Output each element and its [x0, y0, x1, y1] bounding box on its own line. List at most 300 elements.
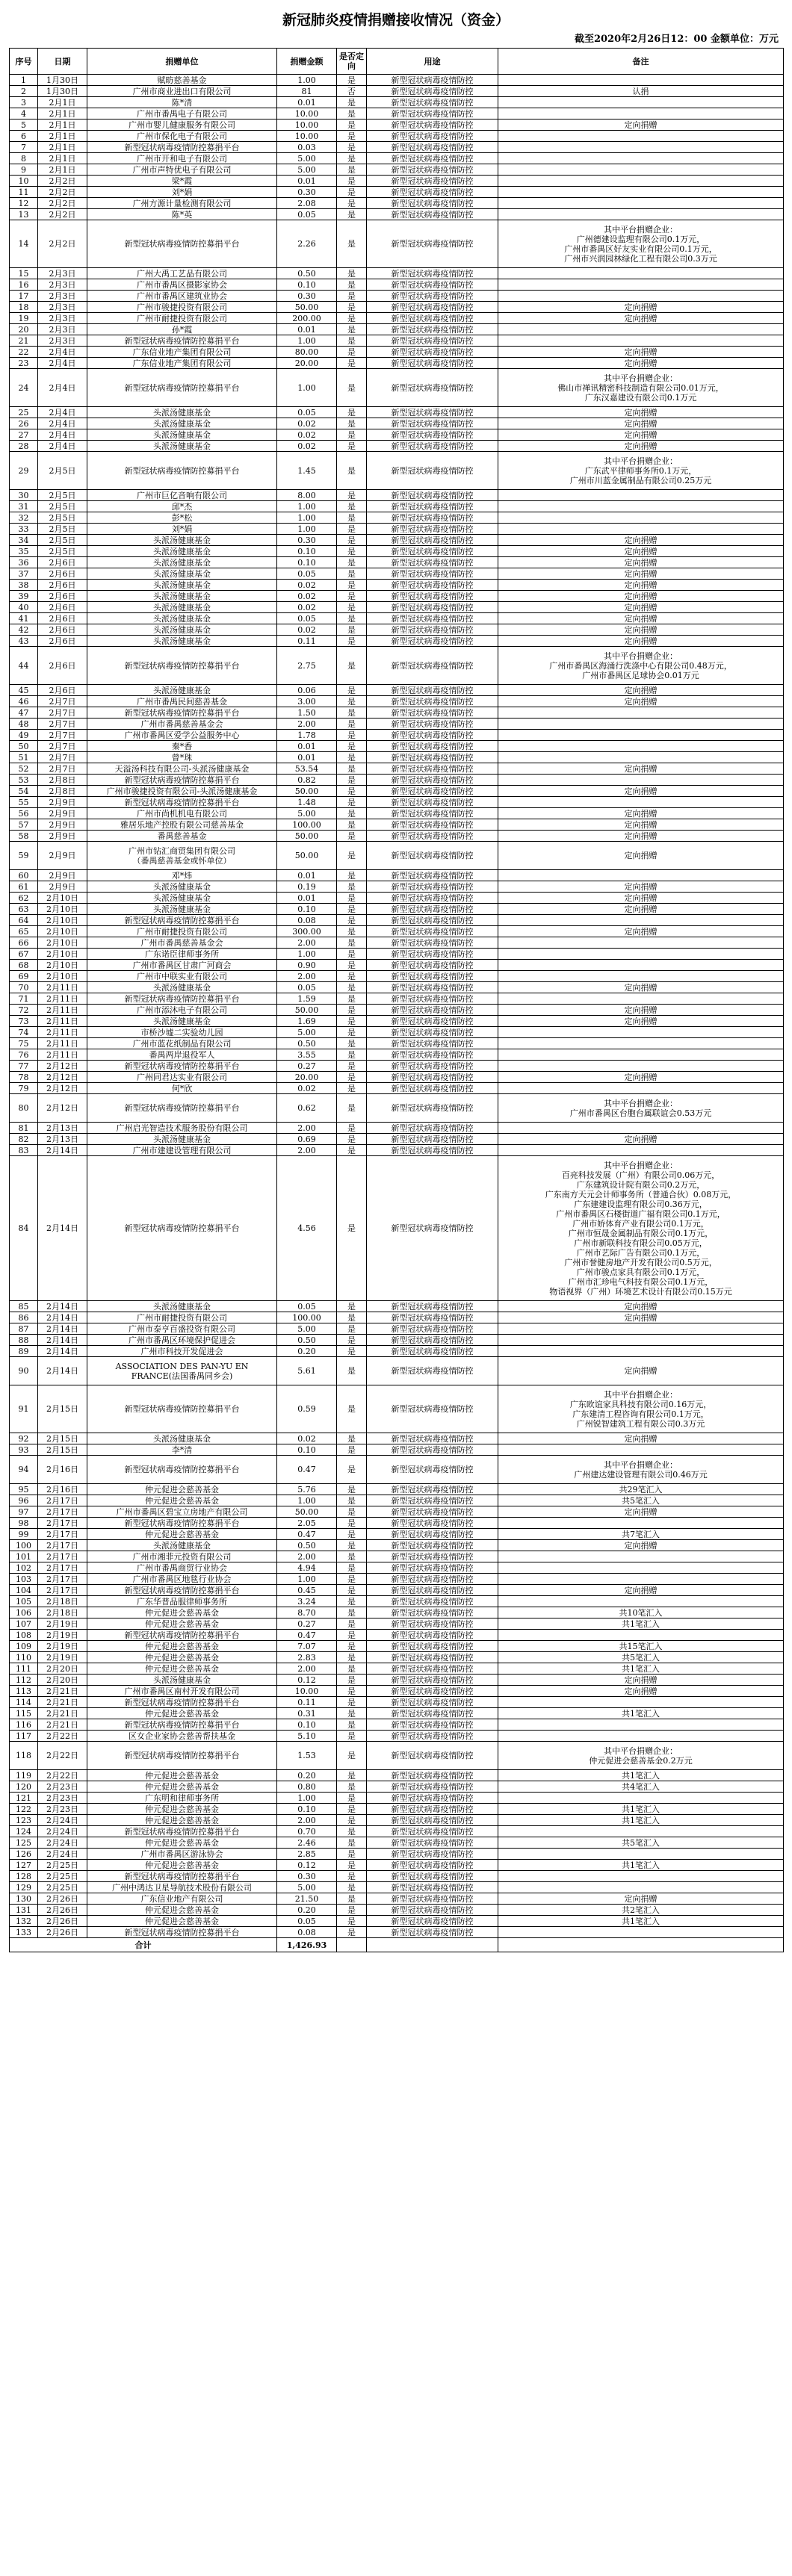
cell-amount: 0.01: [277, 893, 337, 904]
cell-index: 6: [10, 131, 38, 142]
cell-directed: 是: [337, 1027, 367, 1038]
cell-note: [498, 335, 784, 347]
cell-amount: 0.02: [277, 441, 337, 452]
cell-note: 共1笔汇入: [498, 1618, 784, 1630]
cell-index: 119: [10, 1770, 38, 1781]
cell-directed: 是: [337, 1731, 367, 1742]
cell-amount: 10.00: [277, 131, 337, 142]
cell-purpose: 新型冠状病毒疫情防控: [367, 696, 498, 707]
table-row: [10, 176, 784, 187]
cell-directed: 是: [337, 613, 367, 624]
cell-purpose: 新型冠状病毒疫情防控: [367, 982, 498, 993]
cell-date: 2月5日: [38, 535, 87, 546]
cell-directed: 是: [337, 707, 367, 719]
cell-index: 120: [10, 1781, 38, 1793]
cell-amount: 21.50: [277, 1893, 337, 1905]
table-row: [10, 1686, 784, 1697]
cell-directed: 是: [337, 268, 367, 279]
cell-date: 2月4日: [38, 429, 87, 441]
cell-donor: 头派汤健康基金: [87, 613, 277, 624]
cell-date: 2月10日: [38, 926, 87, 937]
cell-purpose: 新型冠状病毒疫情防控: [367, 1312, 498, 1323]
cell-amount: 2.00: [277, 719, 337, 730]
cell-purpose: 新型冠状病毒疫情防控: [367, 1860, 498, 1871]
cell-note: 定向捐赠: [498, 557, 784, 568]
cell-donor: 番禺两岸退役军人: [87, 1049, 277, 1061]
cell-donor: 新型冠状病毒疫情防控募捐平台: [87, 369, 277, 407]
cell-index: 56: [10, 808, 38, 819]
cell-note: [498, 937, 784, 949]
cell-donor: 新型冠状病毒疫情防控募捐平台: [87, 1719, 277, 1731]
cell-purpose: 新型冠状病毒疫情防控: [367, 97, 498, 108]
cell-amount: 1.00: [277, 1574, 337, 1585]
cell-directed: 是: [337, 1641, 367, 1652]
cell-index: 42: [10, 624, 38, 636]
cell-date: 2月19日: [38, 1630, 87, 1641]
cell-note: 定向捐赠: [498, 418, 784, 429]
cell-index: 114: [10, 1697, 38, 1708]
cell-index: 46: [10, 696, 38, 707]
cell-purpose: 新型冠状病毒疫情防控: [367, 347, 498, 358]
cell-amount: 0.50: [277, 1540, 337, 1551]
cell-donor: 仲元促进会慈善基金: [87, 1641, 277, 1652]
cell-date: 2月6日: [38, 602, 87, 613]
header-donor: 捐赠单位: [87, 49, 277, 75]
cell-index: 87: [10, 1323, 38, 1335]
cell-index: 75: [10, 1038, 38, 1049]
cell-note: [498, 1596, 784, 1607]
cell-note: [498, 1793, 784, 1804]
cell-date: 1月30日: [38, 86, 87, 97]
table-row: [10, 775, 784, 786]
cell-directed: 是: [337, 512, 367, 524]
table-row: [10, 1506, 784, 1518]
cell-amount: 100.00: [277, 1312, 337, 1323]
cell-note: [498, 324, 784, 335]
cell-donor: 仲元促进会慈善基金: [87, 1804, 277, 1815]
cell-note: 共2笔汇入: [498, 1905, 784, 1916]
cell-donor: 广州市番禺区摄影家协会: [87, 279, 277, 291]
cell-donor: 广州市耐捷投资有限公司: [87, 313, 277, 324]
cell-date: 2月26日: [38, 1905, 87, 1916]
cell-index: 113: [10, 1686, 38, 1697]
cell-index: 111: [10, 1663, 38, 1675]
cell-amount: 1.00: [277, 1793, 337, 1804]
cell-index: 51: [10, 752, 38, 763]
cell-note: 其中平台捐赠企业： 百亮科技发展（广州）有限公司0.06万元， 广东建筑设计院有限公司0.2万元， 广东南方天元会计师事务所（普通合伙）0.08万元， 广东建建设监理有限公司0.36万元， 广州市番禺区石楼街道广福有限公司0.1万元， 广州市娇体育产业有限公司0.1万元， 广州市恒晟金属制品有限公司0.1万元， 广州市新联科技有限公司0.05万元， 广州市艺际广告有限公司0.1万元， 广州市誉健房地产开发有限公司0.5万元， 广州市骏点家具有限公司0.1万元， 广州市汇珍电气科技有限公司0.1万元， 物语视界（广州）环境艺术设计有限公司0.15万元: [498, 1156, 784, 1301]
cell-index: 77: [10, 1061, 38, 1072]
cell-donor: 新型冠状病毒疫情防控募捐平台: [87, 1094, 277, 1123]
cell-amount: 2.83: [277, 1652, 337, 1663]
cell-amount: 200.00: [277, 313, 337, 324]
cell-index: 73: [10, 1016, 38, 1027]
cell-note: 定向捐赠: [498, 696, 784, 707]
table-row: [10, 960, 784, 971]
cell-donor: 头派汤健康基金: [87, 1675, 277, 1686]
cell-amount: 0.20: [277, 1346, 337, 1357]
cell-date: 2月7日: [38, 707, 87, 719]
cell-donor: 广州市番禺区建筑业协会: [87, 291, 277, 302]
cell-date: 2月14日: [38, 1323, 87, 1335]
table-row: [10, 1518, 784, 1529]
cell-purpose: 新型冠状病毒疫情防控: [367, 324, 498, 335]
cell-donor: ASSOCIATION DES PAN-YU EN FRANCE(法国番禺同乡会): [87, 1357, 277, 1385]
cell-amount: 0.03: [277, 142, 337, 153]
cell-purpose: 新型冠状病毒疫情防控: [367, 1837, 498, 1849]
cell-directed: 是: [337, 1697, 367, 1708]
cell-amount: 0.11: [277, 636, 337, 647]
cell-index: 38: [10, 580, 38, 591]
cell-purpose: 新型冠状病毒疫情防控: [367, 1495, 498, 1506]
cell-note: 其中平台捐赠企业： 仲元促进会慈善基金0.2万元: [498, 1742, 784, 1770]
table-row: [10, 926, 784, 937]
table-row: [10, 1484, 784, 1495]
cell-directed: 是: [337, 1686, 367, 1697]
cell-index: 19: [10, 313, 38, 324]
cell-donor: 广州市保化电子有限公司: [87, 131, 277, 142]
cell-date: 2月24日: [38, 1826, 87, 1837]
cell-date: 2月3日: [38, 335, 87, 347]
cell-amount: 0.10: [277, 1444, 337, 1456]
table-row: [10, 1731, 784, 1742]
cell-donor: 新型冠状病毒疫情防控募捐平台: [87, 1518, 277, 1529]
cell-note: 定向捐赠: [498, 1312, 784, 1323]
cell-date: 2月15日: [38, 1444, 87, 1456]
cell-directed: 是: [337, 926, 367, 937]
cell-index: 31: [10, 501, 38, 512]
cell-date: 2月15日: [38, 1385, 87, 1433]
cell-amount: 0.27: [277, 1618, 337, 1630]
cell-index: 9: [10, 164, 38, 176]
cell-note: [498, 1346, 784, 1357]
cell-date: 2月10日: [38, 960, 87, 971]
cell-index: 36: [10, 557, 38, 568]
cell-index: 128: [10, 1871, 38, 1882]
table-row: [10, 452, 784, 490]
cell-note: [498, 730, 784, 741]
cell-date: 2月13日: [38, 1123, 87, 1134]
cell-amount: 0.45: [277, 1585, 337, 1596]
cell-date: 2月13日: [38, 1134, 87, 1145]
cell-index: 10: [10, 176, 38, 187]
cell-index: 125: [10, 1837, 38, 1849]
cell-donor: 广东华普品服律师事务所: [87, 1596, 277, 1607]
cell-purpose: 新型冠状病毒疫情防控: [367, 524, 498, 535]
cell-donor: 广州市耐捷投资有限公司: [87, 926, 277, 937]
cell-date: 2月21日: [38, 1719, 87, 1731]
cell-directed: 是: [337, 1049, 367, 1061]
table-row: [10, 1134, 784, 1145]
cell-index: 50: [10, 741, 38, 752]
cell-date: 2月2日: [38, 176, 87, 187]
table-row: [10, 1574, 784, 1585]
table-row: [10, 407, 784, 418]
cell-directed: 是: [337, 131, 367, 142]
cell-directed: 是: [337, 1793, 367, 1804]
cell-purpose: 新型冠状病毒疫情防控: [367, 568, 498, 580]
cell-index: 66: [10, 937, 38, 949]
cell-purpose: 新型冠状病毒疫情防控: [367, 220, 498, 268]
cell-directed: 是: [337, 1916, 367, 1927]
cell-note: 定向捐赠: [498, 580, 784, 591]
cell-amount: 2.00: [277, 1145, 337, 1156]
cell-purpose: 新型冠状病毒疫情防控: [367, 535, 498, 546]
cell-donor: 新型冠状病毒疫情防控募捐平台: [87, 707, 277, 719]
cell-note: 共4笔汇入: [498, 1781, 784, 1793]
cell-amount: 1.00: [277, 512, 337, 524]
table-row: [10, 1871, 784, 1882]
cell-directed: 是: [337, 557, 367, 568]
cell-amount: 0.01: [277, 97, 337, 108]
cell-amount: 0.10: [277, 279, 337, 291]
cell-purpose: 新型冠状病毒疫情防控: [367, 915, 498, 926]
cell-donor: 广州市商业进出口有限公司: [87, 86, 277, 97]
cell-index: 25: [10, 407, 38, 418]
cell-directed: 是: [337, 1301, 367, 1312]
cell-donor: 仲元促进会慈善基金: [87, 1916, 277, 1927]
cell-index: 47: [10, 707, 38, 719]
cell-note: 共1笔汇入: [498, 1663, 784, 1675]
cell-amount: 0.70: [277, 1826, 337, 1837]
cell-purpose: 新型冠状病毒疫情防控: [367, 1346, 498, 1357]
cell-amount: 0.10: [277, 1804, 337, 1815]
table-row: [10, 971, 784, 982]
cell-purpose: 新型冠状病毒疫情防控: [367, 429, 498, 441]
cell-note: [498, 1882, 784, 1893]
cell-purpose: 新型冠状病毒疫情防控: [367, 187, 498, 198]
cell-directed: 是: [337, 187, 367, 198]
cell-directed: 是: [337, 1826, 367, 1837]
cell-purpose: 新型冠状病毒疫情防控: [367, 741, 498, 752]
cell-amount: 0.08: [277, 1927, 337, 1938]
table-row: [10, 1675, 784, 1686]
cell-note: 其中平台捐赠企业： 广州德建设监理有限公司0.1万元， 广州市番禺区好友实业有限公司0.1万元， 广州市兴润园林绿化工程有限公司0.3万元: [498, 220, 784, 268]
cell-donor: 新型冠状病毒疫情防控募捐平台: [87, 142, 277, 153]
cell-donor: 头派汤健康基金: [87, 557, 277, 568]
cell-note: [498, 707, 784, 719]
cell-index: 110: [10, 1652, 38, 1663]
cell-directed: 是: [337, 1083, 367, 1094]
table-row: [10, 1630, 784, 1641]
cell-amount: 2.00: [277, 1815, 337, 1826]
cell-purpose: 新型冠状病毒疫情防控: [367, 904, 498, 915]
cell-amount: 2.46: [277, 1837, 337, 1849]
table-row: [10, 86, 784, 97]
cell-purpose: 新型冠状病毒疫情防控: [367, 1357, 498, 1385]
cell-date: 2月7日: [38, 752, 87, 763]
cell-amount: 0.30: [277, 187, 337, 198]
cell-donor: 广州市番禺区甘肃广河商会: [87, 960, 277, 971]
table-row: [10, 1145, 784, 1156]
cell-amount: 8.70: [277, 1607, 337, 1618]
cell-donor: 头派汤健康基金: [87, 602, 277, 613]
cell-amount: 1.00: [277, 369, 337, 407]
cell-date: 2月23日: [38, 1804, 87, 1815]
table-row: [10, 1916, 784, 1927]
cell-purpose: 新型冠状病毒疫情防控: [367, 490, 498, 501]
cell-date: 2月4日: [38, 407, 87, 418]
cell-date: 2月9日: [38, 831, 87, 842]
cell-date: 2月14日: [38, 1312, 87, 1323]
table-row: [10, 1618, 784, 1630]
cell-amount: 5.00: [277, 1882, 337, 1893]
cell-note: 其中平台捐赠企业： 广州市番禺区海涌行洗涤中心有限公司0.48万元， 广州市番禺区足球协会0.01万元: [498, 647, 784, 685]
cell-donor: 仲元促进会慈善基金: [87, 1781, 277, 1793]
cell-amount: 0.05: [277, 209, 337, 220]
cell-donor: 新型冠状病毒疫情防控募捐平台: [87, 1585, 277, 1596]
cell-amount: 2.00: [277, 1663, 337, 1675]
cell-amount: 2.00: [277, 1123, 337, 1134]
total-label: 合计: [10, 1938, 277, 1952]
cell-amount: 100.00: [277, 819, 337, 831]
cell-index: 83: [10, 1145, 38, 1156]
cell-index: 54: [10, 786, 38, 797]
cell-donor: 新型冠状病毒疫情防控募捐平台: [87, 1826, 277, 1837]
cell-date: 2月1日: [38, 97, 87, 108]
cell-amount: 5.00: [277, 164, 337, 176]
document-title: 新冠肺炎疫情捐赠接收情况（资金）: [282, 12, 510, 28]
cell-note: 共5笔汇入: [498, 1495, 784, 1506]
cell-amount: 0.05: [277, 613, 337, 624]
donation-table: [9, 48, 784, 1952]
table-row: [10, 324, 784, 335]
cell-index: 14: [10, 220, 38, 268]
cell-donor: 头派汤健康基金: [87, 580, 277, 591]
table-row: [10, 512, 784, 524]
cell-purpose: 新型冠状病毒疫情防控: [367, 501, 498, 512]
cell-amount: 0.01: [277, 741, 337, 752]
cell-note: [498, 1444, 784, 1456]
cell-date: 2月3日: [38, 313, 87, 324]
cell-purpose: 新型冠状病毒疫情防控: [367, 842, 498, 870]
cell-note: 共1笔汇入: [498, 1708, 784, 1719]
cell-date: 2月20日: [38, 1675, 87, 1686]
cell-date: 2月4日: [38, 358, 87, 369]
cell-donor: 广州市湘菲元投资有限公司: [87, 1551, 277, 1562]
table-row: [10, 1837, 784, 1849]
cell-donor: 番禺慈善基金: [87, 831, 277, 842]
cell-note: [498, 870, 784, 881]
cell-donor: 仲元促进会慈善基金: [87, 1495, 277, 1506]
cell-directed: 是: [337, 1804, 367, 1815]
cell-note: [498, 1731, 784, 1742]
cell-amount: 0.12: [277, 1860, 337, 1871]
cell-amount: 0.47: [277, 1630, 337, 1641]
cell-amount: 0.02: [277, 1083, 337, 1094]
table-row: [10, 752, 784, 763]
cell-purpose: 新型冠状病毒疫情防控: [367, 1444, 498, 1456]
table-row: [10, 441, 784, 452]
cell-purpose: 新型冠状病毒疫情防控: [367, 752, 498, 763]
cell-note: 定向捐赠: [498, 842, 784, 870]
cell-donor: 新型冠状病毒疫情防控募捐平台: [87, 1061, 277, 1072]
cell-date: 2月12日: [38, 1061, 87, 1072]
cell-purpose: 新型冠状病毒疫情防控: [367, 209, 498, 220]
cell-purpose: 新型冠状病毒疫情防控: [367, 1882, 498, 1893]
cell-index: 81: [10, 1123, 38, 1134]
cell-note: [498, 1630, 784, 1641]
cell-directed: 是: [337, 1770, 367, 1781]
cell-index: 11: [10, 187, 38, 198]
cell-purpose: 新型冠状病毒疫情防控: [367, 1618, 498, 1630]
cell-amount: 50.00: [277, 786, 337, 797]
cell-note: 定向捐赠: [498, 347, 784, 358]
table-row: [10, 1094, 784, 1123]
cell-directed: 是: [337, 971, 367, 982]
cell-amount: 0.82: [277, 775, 337, 786]
cell-note: 定向捐赠: [498, 1686, 784, 1697]
cell-directed: 是: [337, 220, 367, 268]
cell-amount: 10.00: [277, 108, 337, 120]
cell-index: 26: [10, 418, 38, 429]
cell-note: 定向捐赠: [498, 120, 784, 131]
cell-amount: 0.01: [277, 752, 337, 763]
cell-note: 定向捐赠: [498, 358, 784, 369]
cell-index: 4: [10, 108, 38, 120]
cell-date: 2月6日: [38, 591, 87, 602]
cell-note: 定向捐赠: [498, 831, 784, 842]
cell-index: 117: [10, 1731, 38, 1742]
cell-date: 2月1日: [38, 131, 87, 142]
cell-note: 共10笔汇入: [498, 1607, 784, 1618]
cell-index: 85: [10, 1301, 38, 1312]
table-row: [10, 1551, 784, 1562]
table-row: [10, 636, 784, 647]
cell-directed: 是: [337, 1484, 367, 1495]
cell-date: 2月24日: [38, 1849, 87, 1860]
cell-note: 其中平台捐赠企业： 佛山市禅讯精密科技制造有限公司0.01万元， 广东汉嘉建设有限公司0.1万元: [498, 369, 784, 407]
cell-directed: 是: [337, 209, 367, 220]
cell-directed: 是: [337, 1433, 367, 1444]
cell-date: 2月2日: [38, 209, 87, 220]
cell-index: 130: [10, 1893, 38, 1905]
cell-index: 33: [10, 524, 38, 535]
cell-purpose: 新型冠状病毒疫情防控: [367, 1335, 498, 1346]
table-row: [10, 937, 784, 949]
cell-purpose: 新型冠状病毒疫情防控: [367, 831, 498, 842]
cell-purpose: 新型冠状病毒疫情防控: [367, 1585, 498, 1596]
cell-date: 2月14日: [38, 1301, 87, 1312]
cell-date: 2月14日: [38, 1156, 87, 1301]
cell-purpose: 新型冠状病毒疫情防控: [367, 120, 498, 131]
cell-amount: 0.80: [277, 1781, 337, 1793]
cell-directed: 是: [337, 501, 367, 512]
cell-donor: 头派汤健康基金: [87, 546, 277, 557]
cell-amount: 0.50: [277, 268, 337, 279]
table-row: [10, 335, 784, 347]
cell-index: 15: [10, 268, 38, 279]
cell-purpose: 新型冠状病毒疫情防控: [367, 1016, 498, 1027]
cell-amount: 1.48: [277, 797, 337, 808]
cell-directed: 是: [337, 1016, 367, 1027]
cell-directed: 是: [337, 763, 367, 775]
cell-directed: 是: [337, 524, 367, 535]
cell-note: [498, 797, 784, 808]
cell-amount: 10.00: [277, 1686, 337, 1697]
cell-note: 定向捐赠: [498, 591, 784, 602]
cell-index: 23: [10, 358, 38, 369]
cell-note: [498, 142, 784, 153]
cell-index: 5: [10, 120, 38, 131]
table-row: [10, 347, 784, 358]
cell-donor: 新型冠状病毒疫情防控募捐平台: [87, 1927, 277, 1938]
table-row: [10, 730, 784, 741]
table-row: [10, 1905, 784, 1916]
table-row: [10, 904, 784, 915]
cell-directed: 是: [337, 1312, 367, 1323]
cell-date: 2月10日: [38, 949, 87, 960]
cell-index: 112: [10, 1675, 38, 1686]
